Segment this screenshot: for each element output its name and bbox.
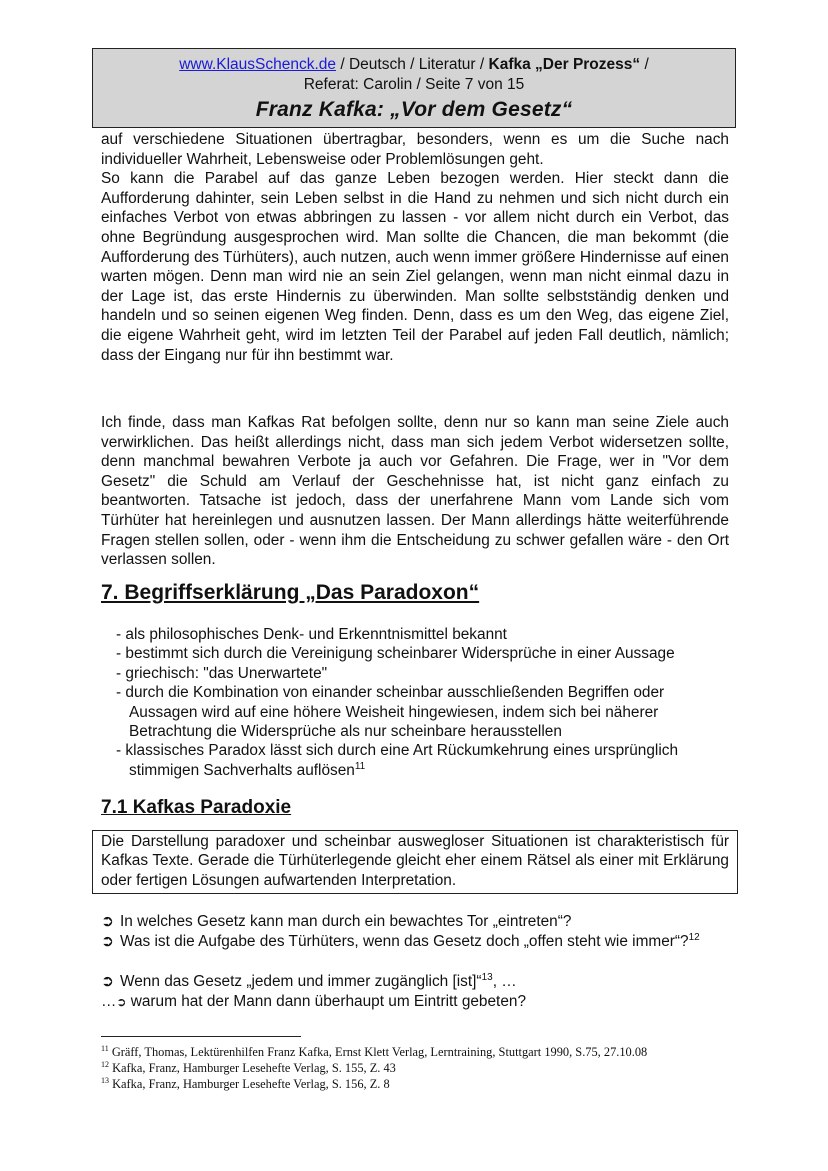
footnote-ref[interactable]: 11 bbox=[354, 760, 366, 772]
question-text: In welches Gesetz kann man durch ein bewachtes Tor „eintreten“? bbox=[120, 913, 572, 930]
question-text: Was ist die Aufgabe des Türhüters, wenn das Gesetz doch „offen steht wie immer“? bbox=[120, 933, 689, 950]
arrow-icon: ➲ bbox=[101, 933, 114, 950]
question-text: Wenn das Gesetz „jedem und immer zugänglich [ist]“ bbox=[120, 973, 482, 990]
list-item: - als philosophisches Denk- und Erkenntnismittel bekannt bbox=[116, 626, 507, 643]
paradox-definition-list bbox=[116, 625, 730, 780]
crumb-text: / Deutsch / Literatur / bbox=[336, 56, 489, 73]
paragraph-1: auf verschiedene Situationen übertragbar, besonders, wenn es um die Suche nach individueller Wahrheit, Lebensweise oder Problemlösungen geht. bbox=[101, 131, 729, 168]
text-block-1 bbox=[101, 130, 729, 365]
footnote-12 bbox=[101, 1061, 396, 1076]
quote-box bbox=[92, 830, 738, 894]
question-3 bbox=[101, 972, 731, 992]
section-7-1-heading: 7.1 Kafkas Paradoxie bbox=[101, 797, 292, 818]
section-7-heading: 7. Begriffserklärung „Das Paradoxon“ bbox=[101, 581, 480, 604]
question-4 bbox=[101, 992, 731, 1013]
question-text-end: , … bbox=[492, 973, 517, 990]
question-text: warum hat der Mann dann überhaupt um Eintritt gebeten? bbox=[130, 993, 527, 1010]
footnote-11 bbox=[101, 1045, 647, 1060]
arrow-icon: ➲ bbox=[116, 995, 127, 1009]
footnote-13 bbox=[101, 1077, 390, 1092]
footnote-text: Kafka, Franz, Hamburger Lesehefte Verlag, S. 155, Z. 43 bbox=[112, 1061, 396, 1075]
question-1 bbox=[101, 912, 731, 932]
site-link[interactable]: www.KlausSchenck.de bbox=[179, 56, 337, 73]
arrow-icon: ➲ bbox=[101, 913, 114, 930]
list-item: - bestimmt sich durch die Vereinigung scheinbarer Widersprüche in einer Aussage bbox=[116, 645, 675, 663]
paragraph-3: Ich finde, dass man Kafkas Rat befolgen sollte, denn nur so kann man seine Ziele auch verwirklichen. Das heißt allerdings nicht, dass man sich jedem Verbot widersetzen sollte, denn manchmal bewahren Verbote ja auch vor Gefahren. Die Frage, wer in "Vor dem Gesetz" die Schuld am Verlauf der Geschehnisse hat, ist nicht ganz einfach zu beantworten. Tatsache ist jedoch, dass der unerfahrene Mann vom Lande sich vom Türhüter hat hereinlegen und ausnutzen lassen. Der Mann allerdings hätte weiterführende Fragen stellen sollen, oder - wenn ihm die Entscheidung zu schwer gefallen wäre - den Ort verlassen sollen. bbox=[101, 414, 729, 569]
footnote-number: 13 bbox=[101, 1075, 109, 1085]
list-item bbox=[116, 741, 730, 780]
footnote-ref[interactable]: 12 bbox=[688, 931, 700, 943]
list-item-text: - klassisches Paradox lässt sich durch eine Art Rückumkehrung eines ursprünglich stimmigen Sachverhalts auflösen bbox=[116, 742, 679, 779]
question-2 bbox=[101, 932, 731, 952]
footnote-number: 12 bbox=[101, 1059, 109, 1069]
list-item: - griechisch: "das Unerwartete" bbox=[116, 664, 328, 682]
page-header bbox=[92, 48, 736, 128]
paragraph-2: So kann die Parabel auf das ganze Leben bezogen werden. Hier steckt dann die Aufforderung dahinter, sein Leben selbst in die Hand zu nehmen und sich nicht durch ein einfaches Verbot von etwas abbringen zu lassen - vor allem nicht durch ein Verbot, das ohne Begründung ausgesprochen wird. Man sollte die Chancen, die man bekommt (die Aufforderung des Türhüters), auch nutzen, auch wenn immer größere Hindernisse auf einen warten mögen. Denn man wird nie an sein Ziel gelangen, wenn man nicht einmal dazu in der Lage ist, das erste Hindernis zu überwinden. Man sollte selbstständig denken und handeln und so seinen eigenen Weg finden. Denn, dass es um den Weg, das eigene Ziel, die eigene Wahrheit geht, wird im letzten Teil der Parabel auf jeden Fall deutlich, nämlich; dass der Eingang nur für ihn bestimmt war. bbox=[101, 170, 729, 364]
arrow-icon: ➲ bbox=[101, 973, 114, 990]
list-item: - durch die Kombination von einander scheinbar ausschließenden Begriffen oder Aussagen wird auf eine höhere Weisheit hingewiesen, indem sich bei näherer Betrachtung die Widersprüche als nur scheinbare herausstellen bbox=[116, 684, 665, 741]
footnote-text: Gräff, Thomas, Lektürenhilfen Franz Kafka, Ernst Klett Verlag, Lerntraining, Stuttgart 1990, S.75, 27.10.08 bbox=[111, 1045, 648, 1059]
text-block-2 bbox=[101, 413, 729, 570]
crumb-bold: Kafka „Der Prozess“ bbox=[488, 56, 641, 73]
header-breadcrumb bbox=[93, 55, 735, 75]
ellipsis: … bbox=[101, 993, 117, 1010]
footnote-ref[interactable]: 13 bbox=[481, 971, 493, 983]
footnote-text: Kafka, Franz, Hamburger Lesehefte Verlag, S. 156, Z. 8 bbox=[112, 1077, 390, 1091]
footnote-number: 11 bbox=[101, 1043, 109, 1053]
crumb-end: / bbox=[640, 56, 649, 73]
footnote-divider bbox=[101, 1036, 301, 1037]
quote-box-text: Die Darstellung paradoxer und scheinbar auswegloser Situationen ist charakteristisch für Kafkas Texte. Gerade die Türhüterlegende gleicht eher einem Rätsel als einer mit Erklärung oder fertigen Lösungen aufwartenden Interpretation. bbox=[101, 833, 729, 889]
page-title: Franz Kafka: „Vor dem Gesetz“ bbox=[255, 98, 573, 121]
header-page-info: Referat: Carolin / Seite 7 von 15 bbox=[303, 76, 525, 93]
